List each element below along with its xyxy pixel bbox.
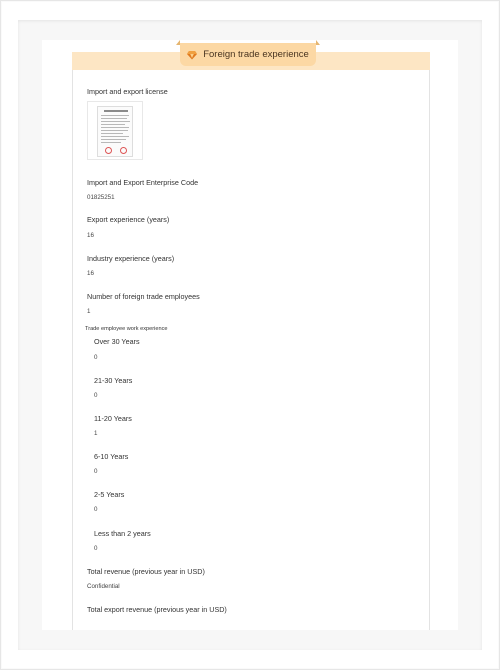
work-experience-item-value: 0 xyxy=(94,545,98,552)
work-experience-item-label: 2-5 Years xyxy=(94,490,125,499)
export-experience-value: 16 xyxy=(87,232,94,239)
export-experience-label: Export experience (years) xyxy=(87,215,170,224)
header-notch-left xyxy=(176,40,180,45)
work-experience-label: Trade employee work experience xyxy=(85,326,168,332)
total-revenue-value: Confidential xyxy=(87,583,120,590)
employees-value: 1 xyxy=(87,308,91,315)
section-title: Foreign trade experience xyxy=(203,49,309,60)
section-header xyxy=(180,43,316,66)
total-export-revenue-label: Total export revenue (previous year in USD) xyxy=(87,605,227,614)
diamond-icon xyxy=(187,50,197,60)
work-experience-item-label: Less than 2 years xyxy=(94,529,151,538)
enterprise-code-label: Import and Export Enterprise Code xyxy=(87,178,199,187)
total-revenue-label: Total revenue (previous year in USD) xyxy=(87,567,205,576)
work-experience-item-value: 0 xyxy=(94,354,98,361)
work-experience-item-label: 11-20 Years xyxy=(94,414,132,423)
work-experience-item-label: 6-10 Years xyxy=(94,452,129,461)
license-image[interactable] xyxy=(87,101,143,160)
work-experience-item-value: 0 xyxy=(94,506,98,513)
enterprise-code-value: 01825251 xyxy=(87,194,115,201)
license-document-thumbnail xyxy=(97,106,133,157)
work-experience-item-label: Over 30 Years xyxy=(94,337,140,346)
industry-experience-value: 16 xyxy=(87,270,94,277)
work-experience-item-value: 1 xyxy=(94,430,98,437)
work-experience-item-value: 0 xyxy=(94,392,98,399)
industry-experience-label: Industry experience (years) xyxy=(87,254,175,263)
employees-label: Number of foreign trade employees xyxy=(87,292,200,301)
document-page xyxy=(42,40,458,630)
work-experience-item-value: 0 xyxy=(94,468,98,475)
header-notch-right xyxy=(316,40,320,45)
license-label: Import and export license xyxy=(87,87,168,96)
section-content xyxy=(72,70,430,630)
work-experience-item-label: 21-30 Years xyxy=(94,376,133,385)
